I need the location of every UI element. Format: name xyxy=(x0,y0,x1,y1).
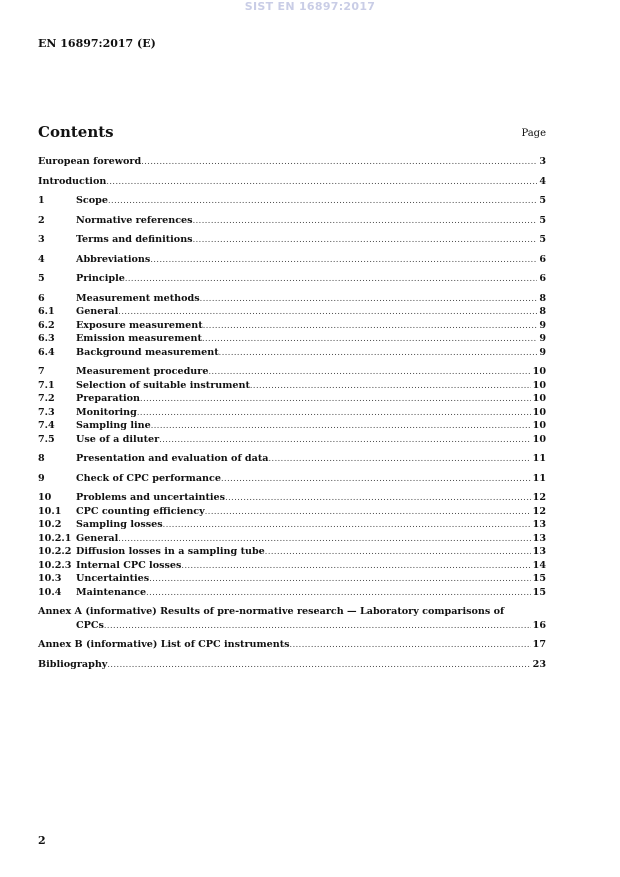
toc-entry-title: Annex A (informative) Results of pre-normative research — Laboratory comparisons of xyxy=(38,606,505,617)
toc-entry-title: Presentation and evaluation of data xyxy=(76,453,269,464)
toc-entry-title: General xyxy=(76,306,119,317)
toc-entry-number: 8 xyxy=(38,453,45,464)
toc-entry[interactable] xyxy=(38,491,546,505)
toc-entry-number: 7 xyxy=(38,366,45,377)
toc-entry-title: Scope xyxy=(76,195,108,206)
contents-title: Contents xyxy=(38,123,114,141)
toc-leader xyxy=(104,619,531,633)
toc-entry-page: 10 xyxy=(532,433,546,445)
toc-entry-number: 10.2.3 xyxy=(38,559,72,571)
toc-leader xyxy=(219,346,538,360)
toc-entry-title: Uncertainties xyxy=(76,573,150,584)
toc-entry-page: 4 xyxy=(539,175,546,187)
toc-entry-page: 11 xyxy=(532,453,546,464)
toc-bibliography[interactable] xyxy=(38,658,546,672)
toc-entry-page: 15 xyxy=(532,586,546,598)
table-of-contents xyxy=(38,155,546,671)
toc-entry[interactable] xyxy=(38,572,546,586)
toc-entry-title: Monitoring xyxy=(76,406,137,418)
toc-entry-page: 8 xyxy=(539,306,546,317)
toc-entry-title: Selection of suitable instrument xyxy=(76,379,250,391)
toc-entry-page: 5 xyxy=(539,214,546,226)
toc-leader xyxy=(265,545,531,559)
toc-leader xyxy=(221,472,531,486)
toc-entry-page: 12 xyxy=(532,505,546,517)
toc-entry-title: Use of a diluter xyxy=(76,433,160,445)
toc-entry-title: General xyxy=(76,532,119,544)
toc-entry[interactable] xyxy=(38,518,546,532)
toc-entry[interactable] xyxy=(38,332,546,346)
toc-entry-title: Diffusion losses in a sampling tube xyxy=(76,546,265,557)
toc-leader xyxy=(159,433,530,447)
toc-entry-number: 10.4 xyxy=(38,586,62,598)
toc-entry-page: 9 xyxy=(539,346,546,358)
toc-leader xyxy=(106,175,537,189)
toc-annex-a[interactable] xyxy=(38,605,546,632)
toc-leader xyxy=(140,392,531,406)
toc-entry-number: 7.1 xyxy=(38,379,55,391)
toc-entry-number: 1 xyxy=(38,195,45,206)
toc-entry-number: 7.2 xyxy=(38,393,55,404)
toc-entry-page: 16 xyxy=(532,619,546,631)
toc-entry-page: 11 xyxy=(532,472,546,484)
toc-entry[interactable] xyxy=(38,472,546,486)
toc-entry[interactable] xyxy=(38,155,546,169)
toc-leader xyxy=(118,532,530,546)
toc-entry-title: Sampling losses xyxy=(76,519,163,530)
toc-entry-page: 17 xyxy=(532,639,546,650)
toc-entry-title: Sampling line xyxy=(76,420,151,431)
toc-entry-page: 6 xyxy=(539,273,546,284)
toc-entry-page: 10 xyxy=(532,420,546,431)
toc-entry-number: 6 xyxy=(38,292,45,304)
toc-entry-number: 6.1 xyxy=(38,306,55,317)
toc-entry-number: 10.2 xyxy=(38,519,62,530)
toc-entry-page: 23 xyxy=(532,658,546,670)
toc-entry[interactable] xyxy=(38,392,546,406)
toc-entry-title: European foreword xyxy=(38,156,142,167)
toc-entry[interactable] xyxy=(38,194,546,208)
toc-entry-number: 9 xyxy=(38,472,45,484)
toc-entry-page: 6 xyxy=(539,253,546,265)
toc-leader xyxy=(193,233,538,247)
toc-entry-page: 3 xyxy=(539,156,546,167)
toc-entry-page: 5 xyxy=(539,195,546,206)
toc-entry-number: 7.3 xyxy=(38,406,55,418)
toc-entry-title: Preparation xyxy=(76,393,141,404)
toc-leader xyxy=(181,559,530,573)
toc-leader xyxy=(290,638,531,652)
toc-entry-page: 15 xyxy=(532,573,546,584)
toc-entry-title: CPCs xyxy=(76,619,104,631)
toc-entry-title: Check of CPC performance xyxy=(76,472,221,484)
toc-leader xyxy=(141,155,537,169)
toc-entry-page: 9 xyxy=(539,333,546,344)
toc-leader xyxy=(193,214,538,228)
toc-entry[interactable] xyxy=(38,319,546,333)
toc-entry-title: Introduction xyxy=(38,175,107,187)
toc-entry[interactable] xyxy=(38,253,546,267)
toc-entry-number: 6.2 xyxy=(38,319,55,331)
toc-leader xyxy=(203,319,538,333)
toc-entry-page: 10 xyxy=(532,393,546,404)
toc-entry[interactable] xyxy=(38,433,546,447)
page-column-label: Page xyxy=(521,128,546,139)
toc-entry-page: 5 xyxy=(539,234,546,245)
toc-leader xyxy=(208,365,530,379)
toc-leader xyxy=(250,379,531,393)
toc-entry-page: 10 xyxy=(532,379,546,391)
toc-entry[interactable] xyxy=(38,545,546,559)
toc-entry[interactable] xyxy=(38,406,546,420)
toc-entry-title: Annex B (informative) List of CPC instruments xyxy=(38,639,290,650)
toc-leader xyxy=(225,491,531,505)
toc-entry[interactable] xyxy=(38,379,546,393)
toc-entry[interactable] xyxy=(38,586,546,600)
watermark: SIST EN 16897:2017 xyxy=(244,0,376,13)
toc-entry-title: Background measurement xyxy=(76,346,219,358)
toc-entry-number: 10.3 xyxy=(38,573,62,584)
toc-leader xyxy=(205,505,531,519)
toc-leader xyxy=(200,292,538,306)
toc-entry[interactable] xyxy=(38,292,546,306)
toc-entry[interactable] xyxy=(38,272,546,286)
toc-entry-page: 9 xyxy=(539,319,546,331)
toc-entry-number: 10.2.1 xyxy=(38,532,72,544)
toc-leader xyxy=(137,406,531,420)
toc-entry-number: 4 xyxy=(38,253,45,265)
toc-entry-number: 5 xyxy=(38,273,45,284)
toc-leader xyxy=(108,194,537,208)
toc-entry-number: 3 xyxy=(38,234,45,245)
toc-entry-title: Maintenance xyxy=(76,586,147,598)
toc-entry-title: Terms and definitions xyxy=(76,234,193,245)
toc-entry[interactable] xyxy=(38,346,546,360)
toc-leader xyxy=(107,658,530,672)
toc-entry-title: Principle xyxy=(76,273,125,284)
toc-entry[interactable] xyxy=(38,452,546,466)
toc-entry[interactable] xyxy=(38,505,546,519)
toc-entry-number: 7.4 xyxy=(38,420,55,431)
toc-leader xyxy=(150,253,537,267)
toc-entry[interactable] xyxy=(38,365,546,379)
toc-entry-title: CPC counting efficiency xyxy=(76,505,205,517)
toc-leader xyxy=(149,572,530,586)
toc-annex-b[interactable] xyxy=(38,638,546,652)
toc-leader xyxy=(151,419,531,433)
toc-entry-title: Emission measurement xyxy=(76,333,202,344)
toc-entry-page: 14 xyxy=(532,559,546,571)
toc-entry-number: 2 xyxy=(38,214,45,226)
toc-entry-title: Normative references xyxy=(76,214,193,226)
toc-entry-title: Bibliography xyxy=(38,658,108,670)
toc-entry-title: Internal CPC losses xyxy=(76,559,182,571)
toc-entry[interactable] xyxy=(38,214,546,228)
toc-entry-number: 7.5 xyxy=(38,433,55,445)
toc-leader xyxy=(118,305,537,319)
toc-leader xyxy=(146,586,531,600)
toc-entry-number: 6.3 xyxy=(38,333,55,344)
toc-entry-page: 10 xyxy=(532,366,546,377)
toc-entry[interactable] xyxy=(38,532,546,546)
toc-leader xyxy=(202,332,537,346)
toc-entry-page: 13 xyxy=(532,532,546,544)
toc-entry[interactable] xyxy=(38,175,546,189)
toc-entry-number: 10 xyxy=(38,492,52,503)
toc-entry[interactable] xyxy=(38,233,546,247)
toc-entry[interactable] xyxy=(38,419,546,433)
toc-leader xyxy=(269,452,531,466)
toc-entry-page: 12 xyxy=(532,492,546,503)
toc-leader xyxy=(163,518,531,532)
toc-entry-title: Problems and uncertainties xyxy=(76,492,226,503)
toc-entry[interactable] xyxy=(38,305,546,319)
toc-entry-page: 13 xyxy=(532,519,546,530)
toc-entry-page: 13 xyxy=(532,546,546,557)
toc-entry-title: Abbreviations xyxy=(76,253,151,265)
toc-entry-number: 10.2.2 xyxy=(38,546,72,557)
toc-entry[interactable] xyxy=(38,559,546,573)
toc-entry-number: 6.4 xyxy=(38,346,55,358)
toc-entry-title: Exposure measurement xyxy=(76,319,203,331)
toc-entry-number: 10.1 xyxy=(38,505,62,517)
toc-entry-title: Measurement methods xyxy=(76,292,200,304)
toc-entry-page: 10 xyxy=(532,406,546,418)
toc-entry-title: Measurement procedure xyxy=(76,366,209,377)
document-id: EN 16897:2017 (E) xyxy=(38,37,156,50)
toc-leader xyxy=(125,272,537,286)
toc-entry-page: 8 xyxy=(539,292,546,304)
page-number: 2 xyxy=(38,834,46,847)
